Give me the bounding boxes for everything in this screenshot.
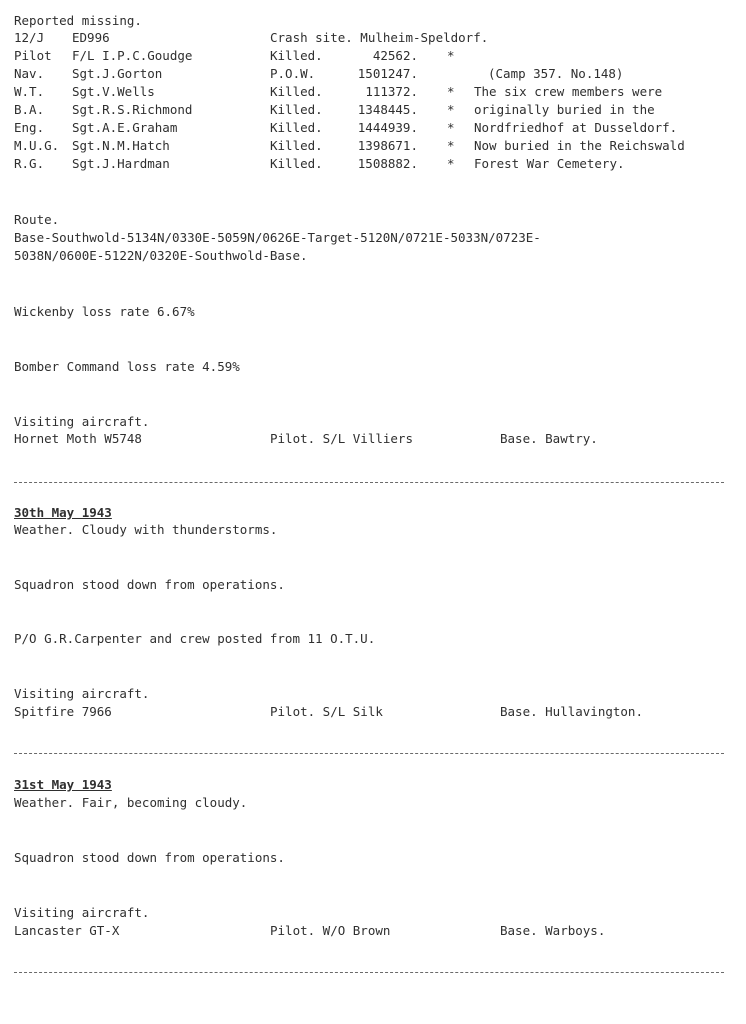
crew-number: 111372. bbox=[365, 84, 418, 99]
route-line-1: Base-Southwold-5134N/0330E-5059N/0626E-Target-5120N/0721E-5033N/0723E- bbox=[14, 230, 541, 245]
crew-number: 1501247. bbox=[357, 66, 418, 81]
section-divider bbox=[14, 482, 724, 483]
crew-number: 1398671. bbox=[357, 138, 418, 153]
crew-note: Now buried in the Reichswald bbox=[474, 138, 685, 153]
weather-line: Weather. Cloudy with thunderstorms. bbox=[14, 522, 278, 537]
visiting-base: Base. Hullavington. bbox=[500, 704, 643, 719]
crew-mark: * bbox=[447, 102, 455, 117]
section-divider bbox=[14, 972, 724, 973]
visiting-aircraft-heading: Visiting aircraft. bbox=[14, 414, 150, 429]
visiting-base: Base. Warboys. bbox=[500, 923, 606, 938]
visiting-base: Base. Bawtry. bbox=[500, 431, 598, 446]
visiting-aircraft-type: Spitfire 7966 bbox=[14, 704, 112, 719]
crew-name: Sgt.J.Hardman bbox=[72, 156, 170, 171]
crew-name: Sgt.V.Wells bbox=[72, 84, 155, 99]
date-heading: 31st May 1943 bbox=[14, 777, 112, 792]
crew-position: Pilot bbox=[14, 48, 52, 63]
crew-mark: * bbox=[447, 138, 455, 153]
crew-name: Sgt.A.E.Graham bbox=[72, 120, 178, 135]
section-divider bbox=[14, 753, 724, 754]
crew-position: M.U.G. bbox=[14, 138, 60, 153]
crew-note: The six crew members were bbox=[474, 84, 663, 99]
crew-note: originally buried in the bbox=[474, 102, 655, 117]
crew-status: Killed. bbox=[270, 48, 323, 63]
crew-note: (Camp 357. No.148) bbox=[488, 66, 624, 81]
route-line-2: 5038N/0600E-5122N/0320E-Southwold-Base. bbox=[14, 248, 308, 263]
crew-number: 42562. bbox=[372, 48, 418, 63]
crew-status: Killed. bbox=[270, 102, 323, 117]
missing-heading: Reported missing. bbox=[14, 13, 142, 28]
crew-mark: * bbox=[447, 48, 455, 63]
crash-site: Crash site. Mulheim-Speldorf. bbox=[270, 30, 489, 45]
crew-note: Forest War Cemetery. bbox=[474, 156, 625, 171]
crew-mark: * bbox=[447, 84, 455, 99]
visiting-aircraft-type: Lancaster GT-X bbox=[14, 923, 120, 938]
crew-position: B.A. bbox=[14, 102, 45, 117]
crew-name: Sgt.R.S.Richmond bbox=[72, 102, 193, 117]
crew-status: Killed. bbox=[270, 138, 323, 153]
crew-number: 1444939. bbox=[357, 120, 418, 135]
crew-number: 1508882. bbox=[357, 156, 418, 171]
crew-position: Eng. bbox=[14, 120, 45, 135]
crew-position: R.G. bbox=[14, 156, 45, 171]
visiting-pilot: Pilot. W/O Brown bbox=[270, 923, 391, 938]
bomber-command-loss-rate: Bomber Command loss rate 4.59% bbox=[14, 359, 240, 374]
visiting-aircraft-heading: Visiting aircraft. bbox=[14, 686, 150, 701]
weather-line: Weather. Fair, becoming cloudy. bbox=[14, 795, 248, 810]
crew-name: Sgt.J.Gorton bbox=[72, 66, 163, 81]
route-heading: Route. bbox=[14, 212, 60, 227]
aircraft-serial: ED996 bbox=[72, 30, 110, 45]
crew-position: Nav. bbox=[14, 66, 45, 81]
visiting-aircraft-heading: Visiting aircraft. bbox=[14, 905, 150, 920]
visiting-aircraft-type: Hornet Moth W5748 bbox=[14, 431, 142, 446]
crew-number: 1348445. bbox=[357, 102, 418, 117]
crew-mark: * bbox=[447, 120, 455, 135]
crew-status: Killed. bbox=[270, 84, 323, 99]
visiting-pilot: Pilot. S/L Villiers bbox=[270, 431, 413, 446]
date-heading: 30th May 1943 bbox=[14, 505, 112, 520]
crew-name: F/L I.P.C.Goudge bbox=[72, 48, 193, 63]
wickenby-loss-rate: Wickenby loss rate 6.67% bbox=[14, 304, 195, 319]
crew-status: P.O.W. bbox=[270, 66, 316, 81]
crew-note: Nordfriedhof at Dusseldorf. bbox=[474, 120, 678, 135]
crew-name: Sgt.N.M.Hatch bbox=[72, 138, 170, 153]
crew-status: Killed. bbox=[270, 156, 323, 171]
crew-position: W.T. bbox=[14, 84, 45, 99]
crew-status: Killed. bbox=[270, 120, 323, 135]
operations-line: Squadron stood down from operations. bbox=[14, 577, 285, 592]
visiting-pilot: Pilot. S/L Silk bbox=[270, 704, 383, 719]
crew-mark: * bbox=[447, 156, 455, 171]
posting-line: P/O G.R.Carpenter and crew posted from 11 O.T.U. bbox=[14, 631, 376, 646]
aircraft-sqn: 12/J bbox=[14, 30, 45, 45]
operations-line: Squadron stood down from operations. bbox=[14, 850, 285, 865]
